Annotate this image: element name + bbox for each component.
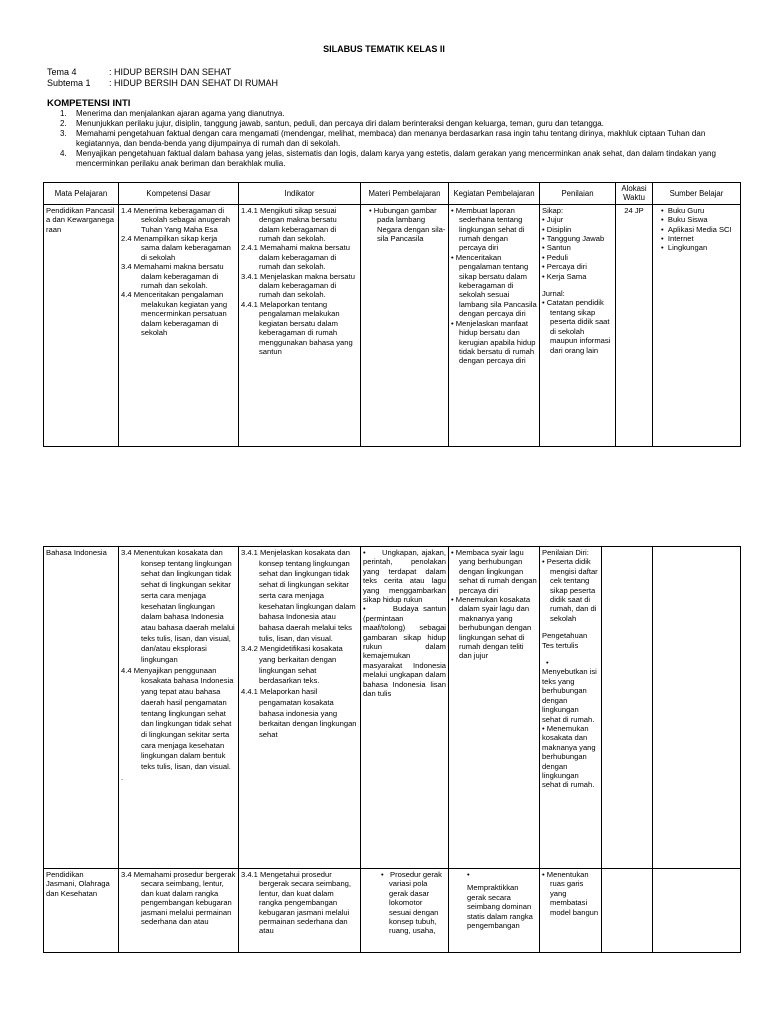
indikator-item: 4.4.1 Melaporkan hasil pengamatan kosakata bahasa indonesia yang berkaitan dengan lingkungan sehat (241, 687, 357, 739)
ki-num: 1. (60, 109, 67, 118)
cell-materi (361, 204, 449, 446)
cell-materi (361, 547, 449, 869)
indikator-item: 3.4.1 Mengetahui prosedur bergerak secara seimbang, lentur, dan kuat dalam rangka pengembangan kebugaran jasmani melalui permainan sederhana dan atau (241, 870, 352, 936)
sumber-item: • Lingkungan (661, 243, 708, 253)
kompetensi-inti-item (47, 129, 727, 149)
sumber-item: • Buku Siswa (661, 215, 708, 225)
cell-kompetensi-dasar (119, 547, 239, 869)
cell-alokasi-waktu (602, 547, 653, 869)
header-mata-pelajaran: Mata Pelajaran (44, 183, 119, 205)
syllabus-table-1 (43, 182, 741, 447)
kd-item: 3.4 Menentukan kosakata dan konsep tentang lingkungan sehat dan lingkungan tidak sehat di lingkungan sekitar serta cara menjaga kesehatan lingkungan dalam bahasa Indonesia atau bahasa daerah melalui teks tulis, lisan, dan visual, dan/atau eksplorasi lingkungan (121, 548, 235, 665)
header-indikator: Indikator (239, 183, 361, 205)
kegiatan-item: • Membuat laporan sederhana tentang lingkungan sehat di rumah dengan percaya diri (451, 205, 525, 253)
table-row (44, 869, 741, 953)
kd-item: 3.4 Memahami makna bersatu dalam keberagaman di rumah dan sekolah. (121, 262, 224, 291)
penilaian-pengetahuan-label: Pengetahuan (542, 631, 588, 641)
kd-item: 4.4 Menyajikan penggunaan kosakata bahasa Indonesia yang tepat atau bahasa daerah hasil pengamatan tentang lingkungan sehat dan lingkungan tidak sehat di lingkungan sekitar serta cara menjaga kesehatan lingkungan dalam bentuk teks tulis, lisan, dan visual. (121, 665, 234, 772)
kd-item: 4.4 Menceritakan pengalaman melakukan kegiatan yang mencerminkan persatuan dalam keberagaman di sekolah (121, 290, 228, 338)
cell-mapel: Pendidikan Pancasila dan Kewarganegaraan (44, 204, 119, 446)
meta-tema-key: Tema 4 (47, 67, 77, 77)
kompetensi-inti-item (47, 119, 727, 129)
cell-alokasi-waktu: 24 JP (616, 204, 653, 446)
meta-tema (47, 67, 231, 78)
cell-penilaian (540, 547, 602, 869)
kompetensi-inti-item (47, 149, 727, 169)
meta-subtema-value: : HIDUP BERSIH DAN SEHAT DI RUMAH (109, 78, 279, 88)
header-kompetensi-dasar: Kompetensi Dasar (119, 183, 239, 205)
cell-kompetensi-dasar (119, 204, 239, 446)
syllabus-table-2 (43, 546, 741, 953)
kegiatan-item: Mempraktikkan gerak secara seimbang dominan statis dalam rangka pengembangan (467, 883, 533, 931)
cell-sumber-belajar (653, 204, 741, 446)
penilaian-diri-label: Penilaian Diri: (542, 548, 589, 557)
cell-indikator (239, 547, 361, 869)
document-title: SILABUS TEMATIK KELAS II (323, 44, 445, 54)
sumber-item: • Aplikasi Media SCI (661, 224, 732, 234)
ki-num: 2. (60, 119, 67, 128)
kegiatan-item: • Menjelaskan manfaat hidup bersatu dan kerugian apabila hidup tidak bersatu di rumah dengan percaya diri (451, 318, 536, 366)
table-row (44, 547, 741, 869)
cell-penilaian (540, 869, 602, 953)
indikator-item: 3.4.2 Mengidetifikasi kosakata yang berkaitan dengan lingkungan sehat berdasarkan teks. (241, 644, 343, 686)
penilaian-item: • Percaya diri (542, 262, 587, 272)
table-row (44, 204, 741, 446)
kompetensi-inti-heading: KOMPETENSI INTI (47, 98, 131, 109)
penilaian-item: • Peduli (542, 252, 568, 262)
cell-penilaian (540, 204, 616, 446)
kegiatan-item: • Menemukan kosakata dalam syair lagu dan maknanya yang berhubungan dengan lingkungan sehat di rumah dengan teliti dan jujur (451, 595, 532, 661)
cell-kegiatan (449, 204, 540, 446)
meta-subtema-key: Subtema 1 (47, 78, 91, 88)
ki-text: Menyajikan pengetahuan faktual dalam bahasa yang jelas, sistematis dan logis, dalam karya yang estetis, dalam gerakan yang mencerminkan anak sehat, dan dalam tindakan yang mencerminkan perilaku anak beriman dan berakhlak mulia. (76, 149, 716, 168)
cell-mapel: Pendidikan Jasmani, Olahraga dan Kesehatan (44, 869, 119, 953)
kd-item: 1.4 Menerima keberagaman di sekolah sebagai anugerah Tuhan Yang Maha Esa (121, 205, 231, 234)
penilaian-jurnal-label: Jurnal: (542, 289, 565, 299)
kd-item: 3.4 Memahami prosedur bergerak secara seimbang, lentur, dan kuat dalam rangka pengembangan kebugaran jasmani melalui permainan sederhana dan atau (121, 870, 236, 927)
header-sumber-belajar: Sumber Belajar (653, 183, 741, 205)
sumber-item: • Buku Guru (661, 205, 705, 215)
cell-alokasi-waktu (602, 869, 653, 953)
penilaian-sikap-label: Sikap: (542, 205, 564, 215)
bullet: • (467, 870, 470, 879)
ki-text: Memahami pengetahuan faktual dengan cara mengamati (mendengar, melihat, membaca) dan menanya berdasarkan rasa ingin tahu tentang dirinya, makhluk ciptaan Tuhan dan kegiatannya, dan benda-benda yang dijumpainya di rumah dan di sekolah. (76, 129, 706, 148)
penilaian-item: • Catatan pendidik tentang sikap peserta didik saat di sekolah maupun informasi dari orang lain (542, 298, 611, 355)
kompetensi-inti-item (47, 109, 727, 119)
header-alokasi-waktu: Alokasi Waktu (616, 183, 653, 205)
penilaian-item: • Disiplin (542, 224, 572, 234)
ki-num: 3. (60, 129, 67, 138)
sumber-item: • Internet (661, 234, 694, 244)
penilaian-item: • Santun (542, 243, 571, 253)
indikator-item: 4.4.1 Melaporkan tentang pengalaman melakukan kegiatan bersatu dalam keberagaman di rumah menggunakan bahasa yang santun (241, 299, 353, 356)
cell-kegiatan (449, 869, 540, 953)
cell-sumber-belajar (653, 869, 741, 953)
bullet: • (546, 658, 549, 668)
table-header-row (44, 183, 741, 205)
kegiatan-item: • Membaca syair lagu yang berhubungan dengan lingkungan sehat di rumah dengan percaya diri (451, 548, 537, 595)
penilaian-item: • Kerja Sama (542, 271, 587, 281)
materi-item: • Ungkapan, ajakan, perintah, penolakan yang terdapat dalam teks cerita atau lagu yang menggambarkan sikap hidup rukun (363, 548, 446, 605)
kompetensi-inti-list (47, 109, 727, 169)
materi-item: • Prosedur gerak variasi pola gerak dasar lokomotor sesuai dengan konsep tubuh, ruang, usaha, (381, 870, 442, 936)
penilaian-item: • Tanggung Jawab (542, 234, 605, 244)
header-materi: Materi Pembelajaran (361, 183, 449, 205)
header-kegiatan: Kegiatan Pembelajaran (449, 183, 540, 205)
penilaian-item: • Peserta didik mengisi daftar cek tentang sikap peserta didik saat di rumah, dan di sekolah (542, 557, 598, 623)
meta-tema-value: : HIDUP BERSIH DAN SEHAT (109, 67, 232, 77)
cell-kegiatan (449, 547, 540, 869)
materi-item: • Budaya santun (permintaan maaf/tolong) sebagai gambaran sikap hidup rukun dalam kemajemukan masyarakat Indonesia melalui ungkapan dalam bahasa Indonesia lisan dan tulis (363, 604, 446, 699)
ki-text: Menerima dan menjalankan ajaran agama yang dianutnya. (76, 109, 285, 118)
cell-mapel: Bahasa Indonesia (44, 547, 119, 869)
indikator-item: 1.4.1 Mengikuti sikap sesuai dengan makna bersatu dalam keberagaman di rumah dan sekolah. (241, 205, 337, 244)
penilaian-item: • Menentukan ruas garis yang membatasi model bangun (542, 870, 599, 917)
header-penilaian: Penilaian (540, 183, 616, 205)
ki-text: Menunjukkan perilaku jujur, disiplin, tanggung jawab, santun, peduli, dan percaya diri dalam berinteraksi dengan keluarga, teman, guru dan tetangga. (76, 119, 604, 128)
ki-num: 4. (60, 149, 67, 158)
indikator-item: 3.4.1 Menjelaskan kosakata dan konsep tentang lingkungan sehat dan lingkungan tidak sehat di lingkungan sekitar serta cara menjaga kesehatan lingkungan dalam bahasa Indonesia atau bahasa daerah melalui teks tulis, lisan, dan visual. (241, 548, 356, 643)
indikator-item: 2.4.1 Memahami makna bersatu dalam keberagaman di rumah dan sekolah. (241, 243, 350, 272)
penilaian-tes-label: Tes tertulis (542, 640, 579, 650)
cell-sumber-belajar (653, 547, 741, 869)
cell-indikator (239, 204, 361, 446)
penilaian-item: • Menemukan kosakata dan maknanya yang berhubungan dengan lingkungan sehat di rumah. (542, 723, 596, 790)
cell-indikator (239, 869, 361, 953)
meta-subtema (47, 78, 278, 89)
penilaian-item: • Jujur (542, 215, 564, 225)
materi-item: • Hubungan gambar pada lambang Negara dengan sila-sila Pancasila (369, 205, 446, 244)
indikator-item: 3.4.1 Menjelaskan makna bersatu dalam keberagaman di rumah dan sekolah. (241, 271, 355, 300)
penilaian-item: Menyebutkan isi teks yang berhubungan dengan lingkungan sehat di rumah. (542, 667, 597, 724)
cell-kompetensi-dasar (119, 869, 239, 953)
kegiatan-item: • Menceritakan pengalaman tentang sikap bersatu dalam keberagaman di sekolah sesuai lambang sila Pancasila dengan percaya diri (451, 252, 537, 319)
cell-materi (361, 869, 449, 953)
kd-tail: . (121, 772, 124, 782)
kd-item: 2.4 Menampilkan sikap kerja sama dalam keberagaman di sekolah (121, 234, 231, 262)
